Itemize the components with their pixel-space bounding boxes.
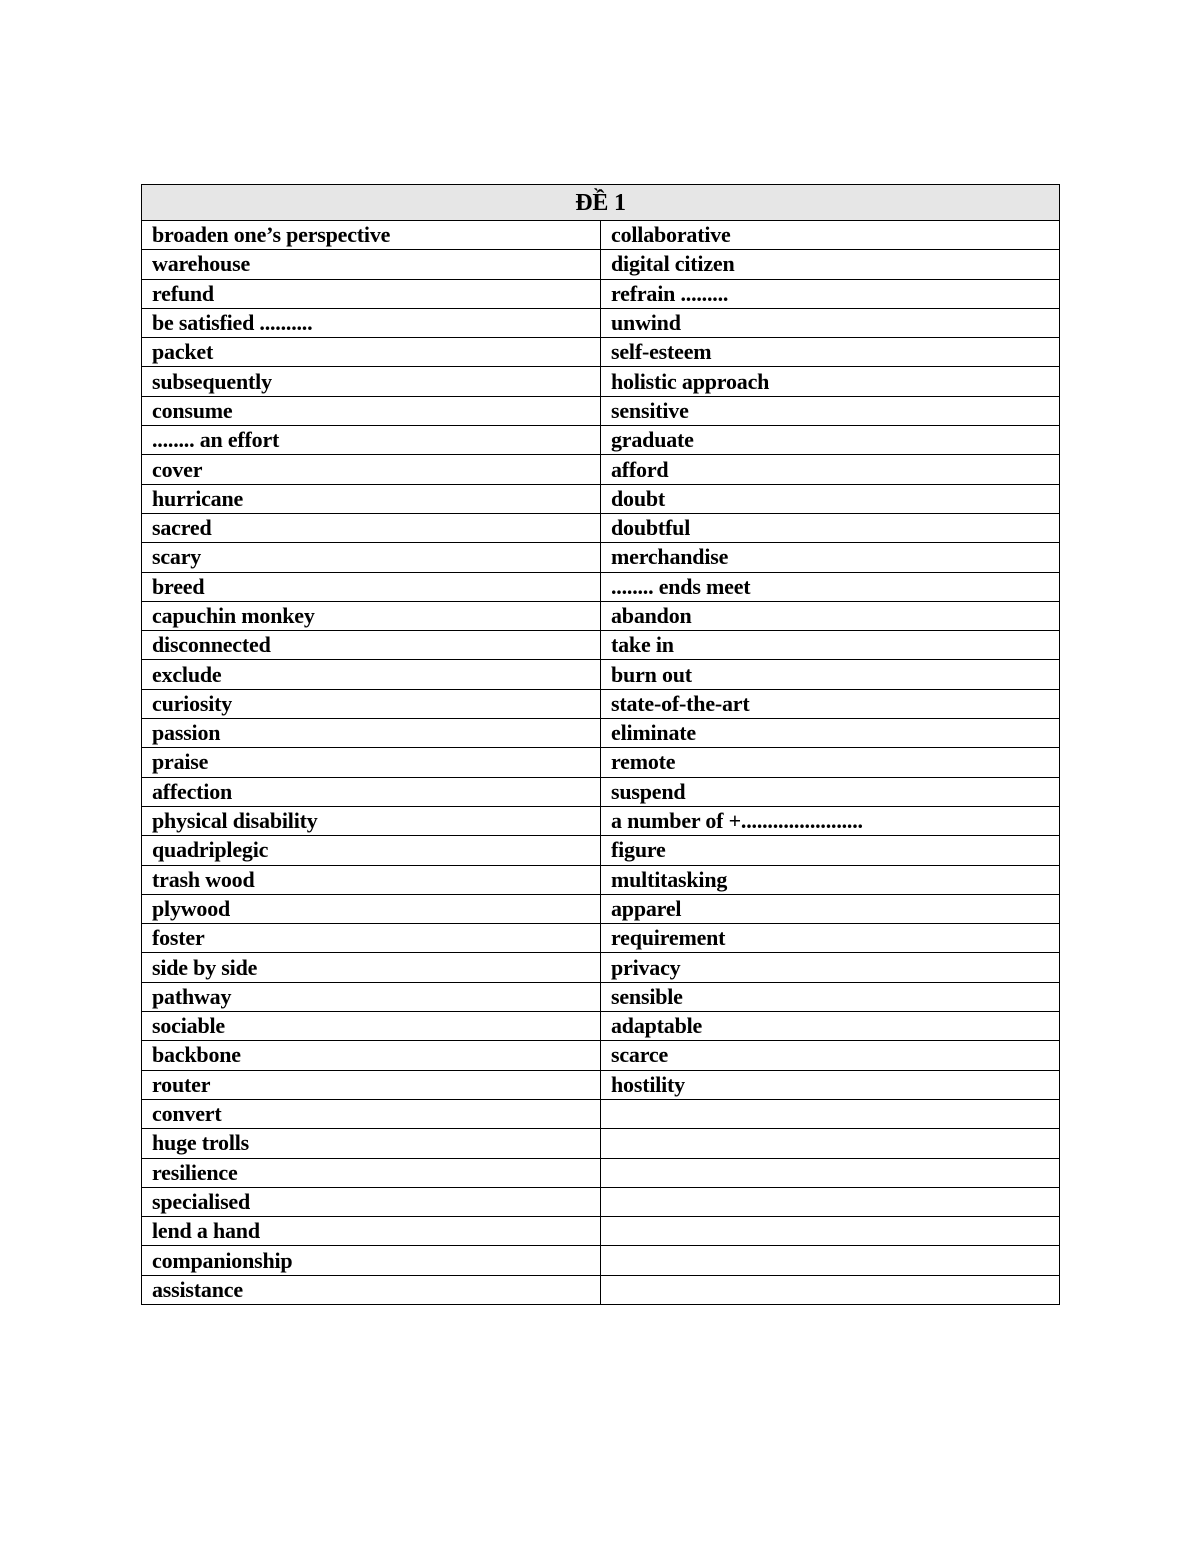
- vocab-cell-right: sensitive: [601, 396, 1060, 425]
- vocab-cell-left: physical disability: [142, 806, 601, 835]
- vocab-cell-right: digital citizen: [601, 250, 1060, 279]
- table-row: [142, 1041, 1060, 1070]
- vocab-cell-right: take in: [601, 631, 1060, 660]
- vocab-cell-right: suspend: [601, 777, 1060, 806]
- vocab-cell-right: afford: [601, 455, 1060, 484]
- table-row: [142, 250, 1060, 279]
- vocab-cell-right: multitasking: [601, 865, 1060, 894]
- vocab-cell-left: plywood: [142, 894, 601, 923]
- vocab-cell-right: collaborative: [601, 221, 1060, 250]
- vocab-cell-left: trash wood: [142, 865, 601, 894]
- vocab-cell-right: doubtful: [601, 513, 1060, 542]
- vocab-cell-left: praise: [142, 748, 601, 777]
- vocab-cell-left: assistance: [142, 1275, 601, 1304]
- vocab-cell-right: [601, 1246, 1060, 1275]
- vocab-cell-left: ........ an effort: [142, 426, 601, 455]
- vocab-cell-left: convert: [142, 1099, 601, 1128]
- table-row: [142, 777, 1060, 806]
- vocab-cell-left: passion: [142, 719, 601, 748]
- table-row: [142, 455, 1060, 484]
- vocab-cell-left: broaden one’s perspective: [142, 221, 601, 250]
- vocab-cell-left: router: [142, 1070, 601, 1099]
- vocab-cell-right: hostility: [601, 1070, 1060, 1099]
- table-row: [142, 308, 1060, 337]
- table-row: [142, 1099, 1060, 1128]
- vocab-cell-right: burn out: [601, 660, 1060, 689]
- table-row: [142, 1070, 1060, 1099]
- vocab-cell-left: disconnected: [142, 631, 601, 660]
- vocab-cell-right: a number of +.......................: [601, 806, 1060, 835]
- table-body: [142, 221, 1060, 1305]
- table-row: [142, 1012, 1060, 1041]
- table-row: [142, 601, 1060, 630]
- vocab-cell-right: figure: [601, 836, 1060, 865]
- vocabulary-table: [141, 184, 1060, 1305]
- table-row: [142, 1187, 1060, 1216]
- vocab-cell-right: self-esteem: [601, 338, 1060, 367]
- vocab-cell-left: hurricane: [142, 484, 601, 513]
- vocab-cell-left: capuchin monkey: [142, 601, 601, 630]
- table-row: [142, 1129, 1060, 1158]
- table-row: [142, 924, 1060, 953]
- vocab-cell-right: [601, 1217, 1060, 1246]
- vocab-cell-right: ........ ends meet: [601, 572, 1060, 601]
- vocab-cell-left: side by side: [142, 953, 601, 982]
- vocab-cell-left: refund: [142, 279, 601, 308]
- vocab-cell-left: breed: [142, 572, 601, 601]
- vocab-cell-left: affection: [142, 777, 601, 806]
- vocab-cell-left: subsequently: [142, 367, 601, 396]
- vocab-cell-left: warehouse: [142, 250, 601, 279]
- vocab-cell-left: resilience: [142, 1158, 601, 1187]
- vocab-cell-right: requirement: [601, 924, 1060, 953]
- table-row: [142, 338, 1060, 367]
- vocab-cell-right: adaptable: [601, 1012, 1060, 1041]
- table-row: [142, 484, 1060, 513]
- vocab-cell-left: cover: [142, 455, 601, 484]
- vocab-cell-right: refrain .........: [601, 279, 1060, 308]
- vocab-cell-right: sensible: [601, 982, 1060, 1011]
- vocab-cell-right: [601, 1187, 1060, 1216]
- vocab-cell-right: doubt: [601, 484, 1060, 513]
- vocab-cell-right: [601, 1158, 1060, 1187]
- vocab-cell-left: foster: [142, 924, 601, 953]
- table-row: [142, 221, 1060, 250]
- vocab-cell-right: [601, 1275, 1060, 1304]
- vocab-cell-right: remote: [601, 748, 1060, 777]
- vocab-cell-right: merchandise: [601, 543, 1060, 572]
- vocab-cell-right: [601, 1129, 1060, 1158]
- table-row: [142, 953, 1060, 982]
- vocab-cell-left: sacred: [142, 513, 601, 542]
- table-row: [142, 806, 1060, 835]
- vocab-cell-left: consume: [142, 396, 601, 425]
- table-row: [142, 1275, 1060, 1304]
- vocab-cell-left: scary: [142, 543, 601, 572]
- vocab-cell-left: backbone: [142, 1041, 601, 1070]
- table-row: [142, 689, 1060, 718]
- vocab-cell-right: holistic approach: [601, 367, 1060, 396]
- vocab-cell-right: [601, 1099, 1060, 1128]
- table-row: [142, 572, 1060, 601]
- table-row: [142, 1217, 1060, 1246]
- table-row: [142, 1246, 1060, 1275]
- vocab-cell-right: scarce: [601, 1041, 1060, 1070]
- vocab-cell-right: unwind: [601, 308, 1060, 337]
- vocab-cell-left: lend a hand: [142, 1217, 601, 1246]
- vocab-cell-left: specialised: [142, 1187, 601, 1216]
- table-row: [142, 543, 1060, 572]
- table-row: [142, 513, 1060, 542]
- vocab-cell-left: huge trolls: [142, 1129, 601, 1158]
- table-row: [142, 367, 1060, 396]
- vocab-cell-right: privacy: [601, 953, 1060, 982]
- table-row: [142, 865, 1060, 894]
- table-row: [142, 660, 1060, 689]
- table-row: [142, 279, 1060, 308]
- table-row: [142, 748, 1060, 777]
- vocab-cell-left: packet: [142, 338, 601, 367]
- vocab-cell-right: apparel: [601, 894, 1060, 923]
- vocab-cell-left: pathway: [142, 982, 601, 1011]
- vocab-cell-right: graduate: [601, 426, 1060, 455]
- table-row: [142, 836, 1060, 865]
- table-row: [142, 426, 1060, 455]
- table-title: ĐỀ 1: [142, 185, 1060, 221]
- table-row: [142, 1158, 1060, 1187]
- vocab-cell-left: exclude: [142, 660, 601, 689]
- vocab-cell-right: abandon: [601, 601, 1060, 630]
- vocab-cell-left: companionship: [142, 1246, 601, 1275]
- table-row: [142, 631, 1060, 660]
- table-row: [142, 396, 1060, 425]
- vocab-cell-left: be satisfied ..........: [142, 308, 601, 337]
- table-row: [142, 894, 1060, 923]
- vocab-cell-left: quadriplegic: [142, 836, 601, 865]
- table-row: [142, 719, 1060, 748]
- vocab-cell-left: sociable: [142, 1012, 601, 1041]
- vocab-cell-right: state-of-the-art: [601, 689, 1060, 718]
- vocab-cell-right: eliminate: [601, 719, 1060, 748]
- vocab-cell-left: curiosity: [142, 689, 601, 718]
- table-row: [142, 982, 1060, 1011]
- table-header-row: [142, 185, 1060, 221]
